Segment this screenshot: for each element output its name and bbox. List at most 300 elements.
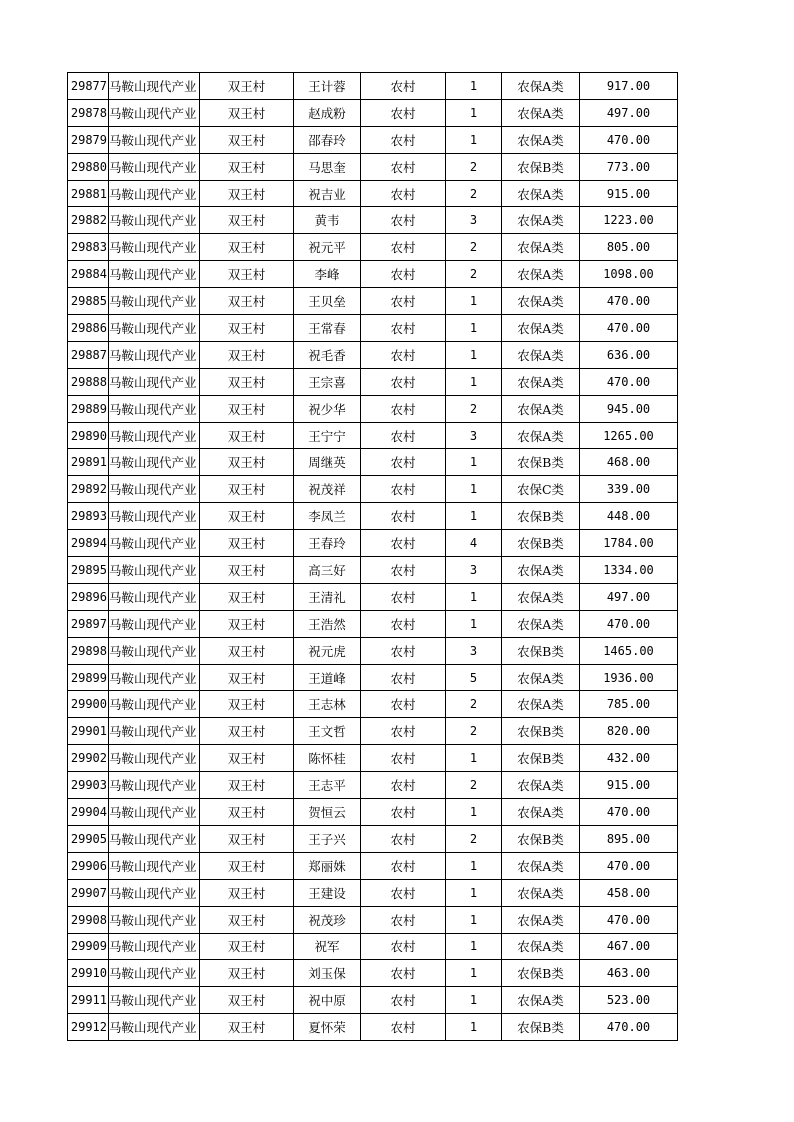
insurance-type-cell: 农保A类	[502, 772, 580, 799]
records-table	[67, 72, 678, 1041]
table-row	[68, 126, 678, 153]
record-id-cell: 29905	[68, 825, 109, 852]
table-row	[68, 180, 678, 207]
insurance-type-cell: 农保A类	[502, 207, 580, 234]
record-id-cell: 29911	[68, 987, 109, 1014]
village-cell: 双王村	[200, 852, 294, 879]
area-type-cell: 农村	[361, 530, 446, 557]
household-count-cell: 1	[446, 476, 502, 503]
table-row	[68, 960, 678, 987]
record-id-cell: 29885	[68, 288, 109, 315]
household-count-cell: 2	[446, 153, 502, 180]
household-count-cell: 2	[446, 825, 502, 852]
household-count-cell: 3	[446, 557, 502, 584]
village-cell: 双王村	[200, 315, 294, 342]
area-type-cell: 农村	[361, 476, 446, 503]
amount-cell: 470.00	[580, 288, 678, 315]
household-count-cell: 2	[446, 180, 502, 207]
village-cell: 双王村	[200, 99, 294, 126]
area-type-cell: 农村	[361, 557, 446, 584]
insurance-type-cell: 农保B类	[502, 637, 580, 664]
insurance-type-cell: 农保A类	[502, 906, 580, 933]
table-row	[68, 557, 678, 584]
household-count-cell: 5	[446, 664, 502, 691]
insurance-type-cell: 农保A类	[502, 664, 580, 691]
insurance-type-cell: 农保B类	[502, 153, 580, 180]
area-type-cell: 农村	[361, 583, 446, 610]
table-row	[68, 610, 678, 637]
insurance-type-cell: 农保A类	[502, 288, 580, 315]
table-row	[68, 261, 678, 288]
name-cell: 祝毛香	[294, 341, 361, 368]
village-cell: 双王村	[200, 234, 294, 261]
household-count-cell: 2	[446, 772, 502, 799]
name-cell: 王计蓉	[294, 73, 361, 100]
table-row	[68, 1014, 678, 1041]
household-count-cell: 2	[446, 261, 502, 288]
amount-cell: 915.00	[580, 180, 678, 207]
town-cell: 马鞍山现代产业	[109, 637, 200, 664]
name-cell: 王贝垒	[294, 288, 361, 315]
record-id-cell: 29881	[68, 180, 109, 207]
amount-cell: 468.00	[580, 449, 678, 476]
town-cell: 马鞍山现代产业	[109, 73, 200, 100]
village-cell: 双王村	[200, 288, 294, 315]
table-row	[68, 530, 678, 557]
amount-cell: 448.00	[580, 503, 678, 530]
name-cell: 邵春玲	[294, 126, 361, 153]
name-cell: 王清礼	[294, 583, 361, 610]
area-type-cell: 农村	[361, 960, 446, 987]
insurance-type-cell: 农保A类	[502, 799, 580, 826]
amount-cell: 497.00	[580, 99, 678, 126]
area-type-cell: 农村	[361, 368, 446, 395]
table-row	[68, 691, 678, 718]
record-id-cell: 29886	[68, 315, 109, 342]
insurance-type-cell: 农保A类	[502, 691, 580, 718]
record-id-cell: 29879	[68, 126, 109, 153]
amount-cell: 432.00	[580, 745, 678, 772]
table-row	[68, 718, 678, 745]
name-cell: 祝元虎	[294, 637, 361, 664]
amount-cell: 945.00	[580, 395, 678, 422]
name-cell: 王浩然	[294, 610, 361, 637]
village-cell: 双王村	[200, 153, 294, 180]
area-type-cell: 农村	[361, 315, 446, 342]
amount-cell: 470.00	[580, 1014, 678, 1041]
village-cell: 双王村	[200, 772, 294, 799]
town-cell: 马鞍山现代产业	[109, 825, 200, 852]
town-cell: 马鞍山现代产业	[109, 476, 200, 503]
amount-cell: 1465.00	[580, 637, 678, 664]
amount-cell: 820.00	[580, 718, 678, 745]
table-row	[68, 825, 678, 852]
household-count-cell: 1	[446, 906, 502, 933]
area-type-cell: 农村	[361, 341, 446, 368]
record-id-cell: 29891	[68, 449, 109, 476]
village-cell: 双王村	[200, 906, 294, 933]
record-id-cell: 29906	[68, 852, 109, 879]
insurance-type-cell: 农保B类	[502, 530, 580, 557]
village-cell: 双王村	[200, 180, 294, 207]
table-row	[68, 153, 678, 180]
amount-cell: 470.00	[580, 852, 678, 879]
name-cell: 王志林	[294, 691, 361, 718]
area-type-cell: 农村	[361, 180, 446, 207]
town-cell: 马鞍山现代产业	[109, 557, 200, 584]
household-count-cell: 1	[446, 368, 502, 395]
table-row	[68, 772, 678, 799]
name-cell: 陈怀桂	[294, 745, 361, 772]
record-id-cell: 29880	[68, 153, 109, 180]
area-type-cell: 农村	[361, 153, 446, 180]
table-row	[68, 207, 678, 234]
household-count-cell: 1	[446, 799, 502, 826]
table-row	[68, 745, 678, 772]
area-type-cell: 农村	[361, 987, 446, 1014]
household-count-cell: 1	[446, 341, 502, 368]
town-cell: 马鞍山现代产业	[109, 987, 200, 1014]
town-cell: 马鞍山现代产业	[109, 341, 200, 368]
insurance-type-cell: 农保A类	[502, 933, 580, 960]
area-type-cell: 农村	[361, 825, 446, 852]
table-row	[68, 288, 678, 315]
insurance-type-cell: 农保B类	[502, 718, 580, 745]
record-id-cell: 29909	[68, 933, 109, 960]
record-id-cell: 29900	[68, 691, 109, 718]
household-count-cell: 3	[446, 422, 502, 449]
town-cell: 马鞍山现代产业	[109, 315, 200, 342]
household-count-cell: 1	[446, 503, 502, 530]
amount-cell: 523.00	[580, 987, 678, 1014]
household-count-cell: 3	[446, 207, 502, 234]
household-count-cell: 2	[446, 234, 502, 261]
amount-cell: 497.00	[580, 583, 678, 610]
amount-cell: 1334.00	[580, 557, 678, 584]
village-cell: 双王村	[200, 126, 294, 153]
insurance-type-cell: 农保A类	[502, 73, 580, 100]
record-id-cell: 29912	[68, 1014, 109, 1041]
area-type-cell: 农村	[361, 906, 446, 933]
town-cell: 马鞍山现代产业	[109, 718, 200, 745]
name-cell: 祝元平	[294, 234, 361, 261]
amount-cell: 1265.00	[580, 422, 678, 449]
name-cell: 王子兴	[294, 825, 361, 852]
household-count-cell: 1	[446, 610, 502, 637]
town-cell: 马鞍山现代产业	[109, 368, 200, 395]
area-type-cell: 农村	[361, 933, 446, 960]
table-row	[68, 852, 678, 879]
town-cell: 马鞍山现代产业	[109, 422, 200, 449]
record-id-cell: 29884	[68, 261, 109, 288]
insurance-type-cell: 农保A类	[502, 583, 580, 610]
record-id-cell: 29901	[68, 718, 109, 745]
amount-cell: 785.00	[580, 691, 678, 718]
area-type-cell: 农村	[361, 852, 446, 879]
household-count-cell: 1	[446, 99, 502, 126]
town-cell: 马鞍山现代产业	[109, 799, 200, 826]
area-type-cell: 农村	[361, 234, 446, 261]
insurance-type-cell: 农保A类	[502, 315, 580, 342]
name-cell: 祝少华	[294, 395, 361, 422]
record-id-cell: 29907	[68, 879, 109, 906]
town-cell: 马鞍山现代产业	[109, 906, 200, 933]
insurance-type-cell: 农保A类	[502, 368, 580, 395]
household-count-cell: 2	[446, 718, 502, 745]
name-cell: 祝茂珍	[294, 906, 361, 933]
village-cell: 双王村	[200, 503, 294, 530]
village-cell: 双王村	[200, 476, 294, 503]
town-cell: 马鞍山现代产业	[109, 1014, 200, 1041]
town-cell: 马鞍山现代产业	[109, 745, 200, 772]
table-row	[68, 476, 678, 503]
table-row	[68, 933, 678, 960]
household-count-cell: 1	[446, 745, 502, 772]
area-type-cell: 农村	[361, 99, 446, 126]
village-cell: 双王村	[200, 933, 294, 960]
name-cell: 祝吉业	[294, 180, 361, 207]
name-cell: 贺恒云	[294, 799, 361, 826]
name-cell: 夏怀荣	[294, 1014, 361, 1041]
area-type-cell: 农村	[361, 261, 446, 288]
insurance-type-cell: 农保B类	[502, 1014, 580, 1041]
village-cell: 双王村	[200, 261, 294, 288]
record-id-cell: 29878	[68, 99, 109, 126]
village-cell: 双王村	[200, 207, 294, 234]
table-row	[68, 449, 678, 476]
village-cell: 双王村	[200, 395, 294, 422]
table-row	[68, 799, 678, 826]
household-count-cell: 1	[446, 987, 502, 1014]
amount-cell: 463.00	[580, 960, 678, 987]
village-cell: 双王村	[200, 691, 294, 718]
name-cell: 王志平	[294, 772, 361, 799]
name-cell: 李峰	[294, 261, 361, 288]
household-count-cell: 1	[446, 852, 502, 879]
town-cell: 马鞍山现代产业	[109, 852, 200, 879]
village-cell: 双王村	[200, 557, 294, 584]
amount-cell: 917.00	[580, 73, 678, 100]
town-cell: 马鞍山现代产业	[109, 664, 200, 691]
name-cell: 周继英	[294, 449, 361, 476]
amount-cell: 636.00	[580, 341, 678, 368]
area-type-cell: 农村	[361, 664, 446, 691]
record-id-cell: 29895	[68, 557, 109, 584]
table-row	[68, 341, 678, 368]
insurance-type-cell: 农保A类	[502, 180, 580, 207]
name-cell: 祝茂祥	[294, 476, 361, 503]
area-type-cell: 农村	[361, 745, 446, 772]
name-cell: 高三好	[294, 557, 361, 584]
town-cell: 马鞍山现代产业	[109, 153, 200, 180]
village-cell: 双王村	[200, 422, 294, 449]
area-type-cell: 农村	[361, 449, 446, 476]
insurance-type-cell: 农保A类	[502, 987, 580, 1014]
name-cell: 马思奎	[294, 153, 361, 180]
area-type-cell: 农村	[361, 207, 446, 234]
town-cell: 马鞍山现代产业	[109, 395, 200, 422]
record-id-cell: 29908	[68, 906, 109, 933]
village-cell: 双王村	[200, 1014, 294, 1041]
table-row	[68, 583, 678, 610]
insurance-type-cell: 农保A类	[502, 879, 580, 906]
name-cell: 王道峰	[294, 664, 361, 691]
record-id-cell: 29893	[68, 503, 109, 530]
table-row	[68, 395, 678, 422]
village-cell: 双王村	[200, 583, 294, 610]
household-count-cell: 1	[446, 73, 502, 100]
area-type-cell: 农村	[361, 503, 446, 530]
town-cell: 马鞍山现代产业	[109, 234, 200, 261]
name-cell: 王宗喜	[294, 368, 361, 395]
name-cell: 王春玲	[294, 530, 361, 557]
record-id-cell: 29910	[68, 960, 109, 987]
area-type-cell: 农村	[361, 637, 446, 664]
table-row	[68, 234, 678, 261]
insurance-type-cell: 农保A类	[502, 852, 580, 879]
household-count-cell: 1	[446, 583, 502, 610]
table-row	[68, 315, 678, 342]
insurance-type-cell: 农保A类	[502, 261, 580, 288]
record-id-cell: 29888	[68, 368, 109, 395]
town-cell: 马鞍山现代产业	[109, 288, 200, 315]
village-cell: 双王村	[200, 718, 294, 745]
amount-cell: 470.00	[580, 315, 678, 342]
insurance-type-cell: 农保A类	[502, 557, 580, 584]
table-row	[68, 987, 678, 1014]
insurance-type-cell: 农保B类	[502, 745, 580, 772]
town-cell: 马鞍山现代产业	[109, 879, 200, 906]
insurance-type-cell: 农保B类	[502, 449, 580, 476]
amount-cell: 1784.00	[580, 530, 678, 557]
area-type-cell: 农村	[361, 73, 446, 100]
table-row	[68, 906, 678, 933]
town-cell: 马鞍山现代产业	[109, 261, 200, 288]
insurance-type-cell: 农保A类	[502, 395, 580, 422]
record-id-cell: 29904	[68, 799, 109, 826]
amount-cell: 915.00	[580, 772, 678, 799]
village-cell: 双王村	[200, 745, 294, 772]
amount-cell: 1098.00	[580, 261, 678, 288]
table-row	[68, 99, 678, 126]
name-cell: 王宁宁	[294, 422, 361, 449]
record-id-cell: 29883	[68, 234, 109, 261]
town-cell: 马鞍山现代产业	[109, 207, 200, 234]
town-cell: 马鞍山现代产业	[109, 99, 200, 126]
town-cell: 马鞍山现代产业	[109, 610, 200, 637]
amount-cell: 470.00	[580, 906, 678, 933]
record-id-cell: 29887	[68, 341, 109, 368]
village-cell: 双王村	[200, 960, 294, 987]
name-cell: 李凤兰	[294, 503, 361, 530]
town-cell: 马鞍山现代产业	[109, 772, 200, 799]
household-count-cell: 1	[446, 960, 502, 987]
area-type-cell: 农村	[361, 610, 446, 637]
town-cell: 马鞍山现代产业	[109, 933, 200, 960]
table-row	[68, 879, 678, 906]
amount-cell: 895.00	[580, 825, 678, 852]
village-cell: 双王村	[200, 637, 294, 664]
area-type-cell: 农村	[361, 879, 446, 906]
village-cell: 双王村	[200, 73, 294, 100]
household-count-cell: 1	[446, 879, 502, 906]
record-id-cell: 29898	[68, 637, 109, 664]
record-id-cell: 29882	[68, 207, 109, 234]
insurance-type-cell: 农保B类	[502, 960, 580, 987]
table-row	[68, 368, 678, 395]
record-id-cell: 29903	[68, 772, 109, 799]
town-cell: 马鞍山现代产业	[109, 180, 200, 207]
household-count-cell: 2	[446, 395, 502, 422]
village-cell: 双王村	[200, 449, 294, 476]
area-type-cell: 农村	[361, 691, 446, 718]
area-type-cell: 农村	[361, 772, 446, 799]
household-count-cell: 1	[446, 449, 502, 476]
town-cell: 马鞍山现代产业	[109, 449, 200, 476]
insurance-type-cell: 农保A类	[502, 99, 580, 126]
household-count-cell: 1	[446, 288, 502, 315]
area-type-cell: 农村	[361, 288, 446, 315]
household-count-cell: 4	[446, 530, 502, 557]
insurance-type-cell: 农保A类	[502, 234, 580, 261]
name-cell: 郑丽姝	[294, 852, 361, 879]
amount-cell: 805.00	[580, 234, 678, 261]
town-cell: 马鞍山现代产业	[109, 691, 200, 718]
amount-cell: 1936.00	[580, 664, 678, 691]
area-type-cell: 农村	[361, 422, 446, 449]
record-id-cell: 29897	[68, 610, 109, 637]
name-cell: 祝中原	[294, 987, 361, 1014]
table-row	[68, 503, 678, 530]
amount-cell: 470.00	[580, 126, 678, 153]
village-cell: 双王村	[200, 341, 294, 368]
area-type-cell: 农村	[361, 1014, 446, 1041]
area-type-cell: 农村	[361, 395, 446, 422]
village-cell: 双王村	[200, 799, 294, 826]
household-count-cell: 3	[446, 637, 502, 664]
household-count-cell: 1	[446, 933, 502, 960]
amount-cell: 773.00	[580, 153, 678, 180]
town-cell: 马鞍山现代产业	[109, 503, 200, 530]
village-cell: 双王村	[200, 825, 294, 852]
amount-cell: 470.00	[580, 368, 678, 395]
record-id-cell: 29890	[68, 422, 109, 449]
insurance-type-cell: 农保A类	[502, 341, 580, 368]
town-cell: 马鞍山现代产业	[109, 126, 200, 153]
insurance-type-cell: 农保A类	[502, 610, 580, 637]
insurance-type-cell: 农保B类	[502, 503, 580, 530]
area-type-cell: 农村	[361, 799, 446, 826]
insurance-type-cell: 农保C类	[502, 476, 580, 503]
household-count-cell: 1	[446, 126, 502, 153]
record-id-cell: 29902	[68, 745, 109, 772]
village-cell: 双王村	[200, 664, 294, 691]
household-count-cell: 2	[446, 691, 502, 718]
table-row	[68, 73, 678, 100]
record-id-cell: 29894	[68, 530, 109, 557]
record-id-cell: 29896	[68, 583, 109, 610]
town-cell: 马鞍山现代产业	[109, 960, 200, 987]
name-cell: 王文哲	[294, 718, 361, 745]
record-id-cell: 29889	[68, 395, 109, 422]
village-cell: 双王村	[200, 987, 294, 1014]
name-cell: 刘玉保	[294, 960, 361, 987]
village-cell: 双王村	[200, 530, 294, 557]
amount-cell: 1223.00	[580, 207, 678, 234]
area-type-cell: 农村	[361, 718, 446, 745]
amount-cell: 470.00	[580, 799, 678, 826]
name-cell: 赵成粉	[294, 99, 361, 126]
